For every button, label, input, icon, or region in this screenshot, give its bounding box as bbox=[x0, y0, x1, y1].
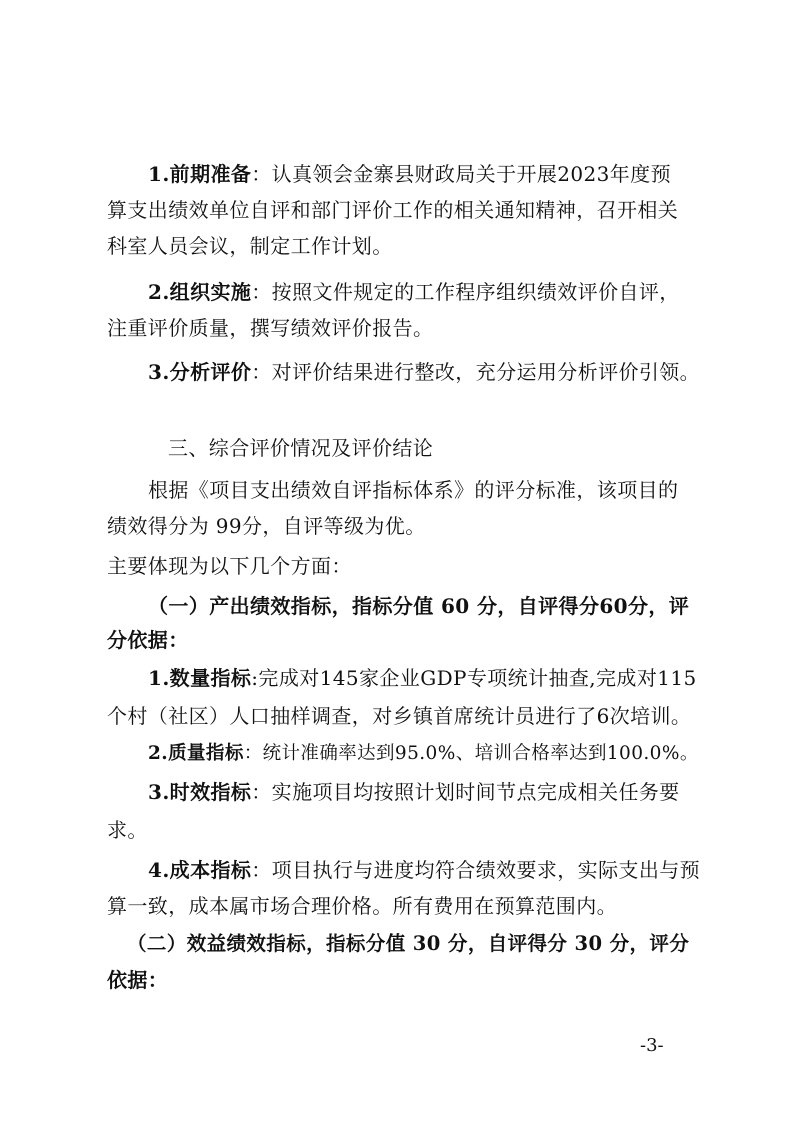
item-text: ：按照文件规定的工作程序组织绩效评价自评， bbox=[251, 280, 680, 304]
item-label: 4.成本指标 bbox=[148, 858, 252, 882]
item-label: 2.组织实施 bbox=[148, 280, 252, 304]
item-label: 3.分析评价 bbox=[148, 360, 252, 384]
item-text: ：实施项目均按照计划时间节点完成相关任务要 bbox=[251, 780, 680, 804]
paragraph-line: 根据《项目支出绩效自评指标体系》的评分标准，该项目的 bbox=[148, 478, 679, 502]
paragraph-line: 算支出绩效单位自评和部门评价工作的相关通知精神，召开相关 bbox=[107, 198, 679, 222]
item-text: ：统计准确率达到95.0%、培训合格率达到100.0%。 bbox=[243, 743, 699, 764]
paragraph-line bbox=[148, 664, 697, 692]
subsection-heading: 依据： bbox=[107, 968, 169, 992]
item-text: :完成对145家企业GDP专项统计抽查,完成对115 bbox=[251, 666, 697, 690]
item-text: ：项目执行与进度均符合绩效要求，实际支出与预 bbox=[251, 858, 701, 882]
subsection-heading: （二）效益绩效指标，指标分值 30 分，自评得分 30 分，评分 bbox=[127, 932, 690, 955]
item-label: 1.前期准备 bbox=[148, 162, 252, 186]
item-text: ：对评价结果进行整改，充分运用分析评价引领。 bbox=[251, 360, 701, 384]
subsection-heading: （一）产出绩效指标，指标分值 60 分，自评得分60分，评 bbox=[148, 594, 690, 618]
section-heading: 三、综合评价情况及评价结论 bbox=[168, 436, 434, 460]
paragraph-line: 科室人员会议，制定工作计划。 bbox=[107, 234, 393, 258]
paragraph-line bbox=[148, 278, 680, 306]
paragraph-line: 绩效得分为 99分，自评等级为优。 bbox=[107, 514, 426, 538]
paragraph-line bbox=[148, 740, 699, 768]
paragraph-line: 主要体现为以下几个方面： bbox=[107, 554, 352, 578]
item-label: 3.时效指标 bbox=[148, 780, 252, 804]
paragraph-line bbox=[148, 160, 671, 188]
item-text: ：认真领会金寨县财政局关于开展2023年度预 bbox=[251, 162, 671, 186]
paragraph-line: 注重评价质量，撰写绩效评价报告。 bbox=[107, 316, 434, 340]
item-label: 2.质量指标 bbox=[148, 743, 244, 764]
paragraph-line: 算一致，成本属市场合理价格。所有费用在预算范围内。 bbox=[107, 894, 617, 918]
paragraph-line bbox=[148, 856, 700, 884]
paragraph-line: 求。 bbox=[107, 818, 148, 842]
paragraph-line: 个村（社区）人口抽样调查，对乡镇首席统计员进行了6次培训。 bbox=[107, 704, 692, 728]
subsection-heading: 分依据： bbox=[107, 628, 189, 652]
item-label: 1.数量指标 bbox=[148, 666, 252, 690]
page-number: -3- bbox=[640, 1035, 664, 1056]
paragraph-line bbox=[148, 778, 680, 806]
paragraph-line bbox=[148, 358, 700, 386]
